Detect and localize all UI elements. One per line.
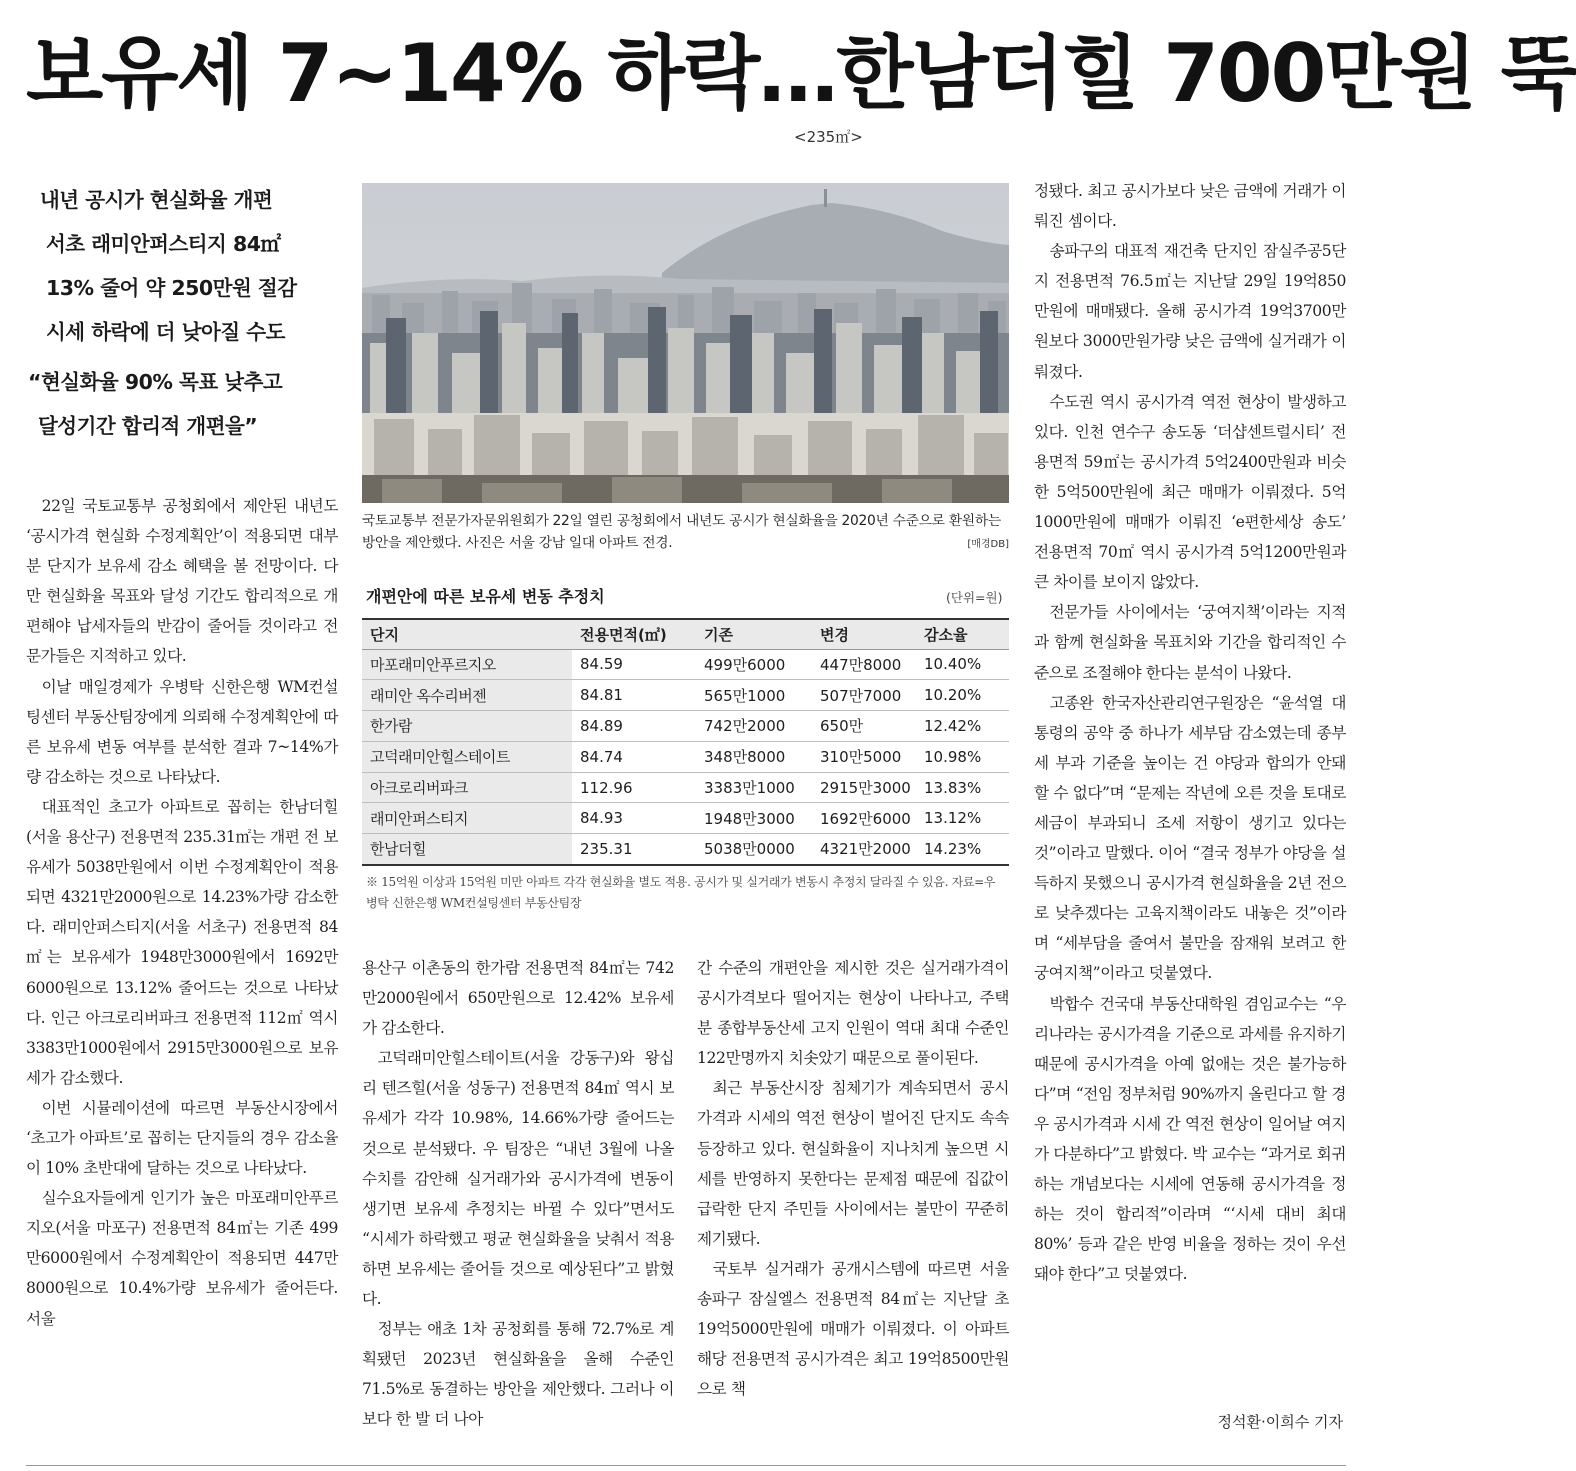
table-cell: 10.20% xyxy=(916,680,1009,711)
table-row xyxy=(362,741,1009,772)
column-header: 변경 xyxy=(812,619,916,649)
table-note: ※ 15억원 이상과 15억원 미만 아파트 각각 현실화율 별도 적용. 공시가 및 실거래가 변동시 추정치 달라질 수 있음. 자료=우병탁 신한은행 WM컨설팅센터 부동산팀장 xyxy=(366,875,996,910)
column-header: 감소율 xyxy=(916,619,1009,649)
table-cell: 1948만3000 xyxy=(696,803,812,834)
table-row xyxy=(362,834,1009,865)
column-header: 전용면적(㎡) xyxy=(572,619,696,649)
table-cell: 래미안퍼스티지 xyxy=(362,803,572,834)
table-cell: 12.42% xyxy=(916,711,1009,742)
paragraph: 수도권 역시 공시가격 역전 현상이 발생하고 있다. 인천 연수구 송도동 ‘더샵센트럴시티’ 전용면적 59㎡는 공시가격 5억2400만원과 비슷한 5억500만원에 최근 매매가 이뤄졌다. 5억1000만원에 매매가 이뤄진 ‘e편한세상 송도’ 전용면적 70㎡ 역시 공시가격 5억1200만원과 큰 차이를 보이지 않았다. xyxy=(1034,392,1346,592)
quote-line: 달성기간 합리적 개편을” xyxy=(38,414,258,438)
table-cell: 한가람 xyxy=(362,711,572,742)
subhead: 13% 줄어 약 250만원 절감 xyxy=(46,276,297,300)
paragraph: 전문가들 사이에서는 ‘궁여지책’이라는 지적과 함께 현실화율 목표치와 기간을 합리적인 수준으로 조절해야 한다는 분석이 나왔다. xyxy=(1034,603,1346,682)
column-header: 기존 xyxy=(696,619,812,649)
table-cell: 650만 xyxy=(812,711,916,742)
table-cell: 래미안 옥수리버젠 xyxy=(362,680,572,711)
table-cell: 507만7000 xyxy=(812,680,916,711)
table-cell: 565만1000 xyxy=(696,680,812,711)
table-cell: 499만6000 xyxy=(696,649,812,680)
paragraph: 고종완 한국자산관리연구원장은 “윤석열 대통령의 공약 중 하나가 세부담 감소였는데 종부세 부과 기준을 높이는 건 야당과 합의가 안돼 할 수 없다”며 “문제는 작년에 오른 것을 토대로 세금이 부과되니 조세 저항이 생기고 있다는 것”이라고 말했다. 이어 “결국 정부가 야당을 설득하지 못했으니 공시가격 현실화율을 2년 전으로 낮추겠다는 고육지책이라도 내놓은 것”이라며 “세부담을 줄여서 불만을 잠재워 보려고 한 궁여지책”이라고 덧붙였다. xyxy=(1034,693,1346,983)
table-cell: 13.12% xyxy=(916,803,1009,834)
paragraph: 실수요자들에게 인기가 높은 마포래미안푸르지오(서울 마포구) 전용면적 84㎡는 기존 499만6000원에서 수정계획안이 적용되면 447만8000원으로 10.4%가량 보유세가 줄어든다. 서울 xyxy=(26,1189,338,1328)
table-cell: 3383만1000 xyxy=(696,772,812,803)
city-photo xyxy=(362,183,1009,503)
paragraph: 간 수준의 개편안을 제시한 것은 실거래가격이 공시가격보다 떨어지는 현상이 나타나고, 주택분 종합부동산세 고지 인원이 역대 최대 수준인 122만명까지 치솟았기 때문으로 풀이된다. xyxy=(697,959,1009,1068)
quote-line: “현실화율 90% 목표 낮추고 xyxy=(28,370,283,394)
table-cell: 1692만6000 xyxy=(812,803,916,834)
body-column-1 xyxy=(26,491,338,1334)
bottom-rule xyxy=(26,1465,1346,1466)
paragraph: 송파구의 대표적 재건축 단지인 잠실주공5단지 전용면적 76.5㎡는 지난달 29일 19억850만원에 매매됐다. 올해 공시가격 19억3700만원보다 3000만원가량 낮은 금액에 실거래가 이뤄졌다. xyxy=(1034,242,1346,381)
table-cell: 742만2000 xyxy=(696,711,812,742)
seoul-skyline-image xyxy=(362,183,1009,503)
paragraph: 박합수 건국대 부동산대학원 겸임교수는 “우리나라는 공시가격을 기준으로 과세를 유지하기 때문에 공시가격을 아예 없애는 것은 불가능하다”며 “전임 정부처럼 90%까지 올린다고 할 경우 공시가격과 시세 간 역전 현상이 일어날 여지가 다분하다”고 밝혔다. 박 교수는 “과거로 회귀하는 개념보다는 시세에 연동해 공시가격을 정하는 것이 합리적”이라며 “‘시세 대비 최대 80%’ 등과 같은 반영 비율을 정하는 것이 우선돼야 한다”고 덧붙였다. xyxy=(1034,994,1346,1284)
table-header-row xyxy=(362,619,1009,649)
table-cell: 84.81 xyxy=(572,680,696,711)
table-cell: 마포래미안푸르지오 xyxy=(362,649,572,680)
table-row xyxy=(362,649,1009,680)
table-unit: (단위=원) xyxy=(946,590,1003,605)
table-row xyxy=(362,803,1009,834)
table-cell: 10.40% xyxy=(916,649,1009,680)
table-cell: 310만5000 xyxy=(812,741,916,772)
table-cell: 447만8000 xyxy=(812,649,916,680)
paragraph: 고덕래미안힐스테이트(서울 강동구)와 왕십리 텐즈힐(서울 성동구) 전용면적 84㎡ 역시 보유세가 각각 10.98%, 14.66%가량 줄어드는 것으로 분석됐다. 우 팀장은 “내년 3월에 나올 수치를 감안해 실거래가와 공시가격에 변동이 생기면 보유세 추정치는 바뀔 수 있다”면서도 “시세가 하락했고 평균 현실화율을 낮춰서 적용하면 보유세는 줄어들 것으로 예상된다”고 밝혔다. xyxy=(362,1049,674,1309)
table-cell: 84.59 xyxy=(572,649,696,680)
body-column-4 xyxy=(1034,176,1346,1289)
table-row xyxy=(362,680,1009,711)
photo-caption: 국토교통부 전문가자문위원회가 22일 열린 공청회에서 내년도 공시가 현실화율을 2020년 수준으로 환원하는 방안을 제안했다. 사진은 서울 강남 일대 아파트 전경. xyxy=(362,513,1001,551)
paragraph: 이날 매일경제가 우병탁 신한은행 WM컨설팅센터 부동산팀장에게 의뢰해 수정계획안에 따른 보유세 변동 여부를 분석한 결과 7~14%가량 감소하는 것으로 나타났다. xyxy=(26,677,338,786)
table-cell: 10.98% xyxy=(916,741,1009,772)
paragraph: 국토부 실거래가 공개시스템에 따르면 서울 송파구 잠실엘스 전용면적 84㎡는 지난달 초 19억5000만원에 매매가 이뤄졌다. 이 아파트 해당 전용면적 공시가격은 최고 19억8500만원으로 책 xyxy=(697,1259,1009,1399)
subhead: 서초 래미안퍼스티지 84㎡ xyxy=(46,232,281,256)
pull-quote xyxy=(28,360,346,448)
table-cell: 고덕래미안힐스테이트 xyxy=(362,741,572,772)
area-tag: <235㎡> xyxy=(794,128,863,146)
headline: 보유세 7~14% 하락…한남더힐 700만원 뚝 xyxy=(26,27,1576,120)
paragraph: 정부는 애초 1차 공청회를 통해 72.7%로 계획됐던 2023년 현실화율을 올해 수준인 71.5%로 동결하는 방안을 제안했다. 그러나 이보다 한 발 더 나아 xyxy=(362,1320,674,1429)
photo-credit: [매경DB] xyxy=(967,539,1009,550)
table-cell: 4321만2000 xyxy=(812,834,916,865)
table-cell: 13.83% xyxy=(916,772,1009,803)
paragraph: 대표적인 초고가 아파트로 꼽히는 한남더힐(서울 용산구) 전용면적 235.31㎡는 개편 전 보유세가 5038만원에서 이번 수정계획안이 적용되면 4321만2000원으로 14.23%가량 감소한다. 래미안퍼스티지(서울 서초구) 전용면적 84㎡는 보유세가 1948만3000원에서 1692만6000원으로 13.12% 줄어드는 것으로 나타났다. 인근 아크로리버파크 전용면적 112㎡ 역시 3383만1000원에서 2915만3000원으로 보유세가 감소했다. xyxy=(26,797,338,1087)
paragraph: 최근 부동산시장 침체기가 계속되면서 공시가격과 시세의 역전 현상이 벌어진 단지도 속속 등장하고 있다. 현실화율이 지나치게 높으면 시세를 반영하지 못한다는 문제점 때문에 집값이 급락한 단지 주민들 사이에서는 불만이 꾸준히 제기됐다. xyxy=(697,1079,1009,1248)
paragraph: 이번 시뮬레이션에 따르면 부동산시장에서 ‘초고가 아파트’로 꼽히는 단지들의 경우 감소율이 10% 초반대에 달하는 것으로 나타났다. xyxy=(26,1098,338,1178)
table-cell: 5038만0000 xyxy=(696,834,812,865)
subheads xyxy=(40,178,340,354)
table-row xyxy=(362,772,1009,803)
subhead: 시세 하락에 더 낮아질 수도 xyxy=(46,320,285,344)
column-header: 단지 xyxy=(362,619,572,649)
table-cell: 한남더힐 xyxy=(362,834,572,865)
paragraph: 정됐다. 최고 공시가보다 낮은 금액에 거래가 이뤄진 셈이다. xyxy=(1034,182,1346,231)
table-cell: 84.74 xyxy=(572,741,696,772)
table-row xyxy=(362,711,1009,742)
paragraph: 22일 국토교통부 공청회에서 제안된 내년도 ‘공시가격 현실화 수정계획안’이 적용되면 대부분 단지가 보유세 감소 혜택을 볼 전망이다. 다만 현실화율 목표와 달성 기간도 합리적으로 개편해야 납세자들의 반감이 줄어들 것이라고 전문가들은 지적하고 있다. xyxy=(26,497,338,666)
table-cell: 2915만3000 xyxy=(812,772,916,803)
tax-estimate-table xyxy=(362,618,1009,866)
table-cell: 아크로리버파크 xyxy=(362,772,572,803)
byline: 정석환·이희수 기자 xyxy=(1217,1413,1343,1431)
table-cell: 84.93 xyxy=(572,803,696,834)
table-title: 개편안에 따른 보유세 변동 추정치 xyxy=(366,587,605,606)
table-cell: 14.23% xyxy=(916,834,1009,865)
table-cell: 348만8000 xyxy=(696,741,812,772)
table-cell: 112.96 xyxy=(572,772,696,803)
body-column-3 xyxy=(697,953,1009,1404)
table-cell: 235.31 xyxy=(572,834,696,865)
paragraph: 용산구 이촌동의 한가람 전용면적 84㎡는 742만2000원에서 650만원으로 12.42% 보유세가 감소한다. xyxy=(362,959,674,1038)
body-column-2 xyxy=(362,953,674,1435)
table-cell: 84.89 xyxy=(572,711,696,742)
subhead: 내년 공시가 현실화율 개편 xyxy=(40,188,273,212)
